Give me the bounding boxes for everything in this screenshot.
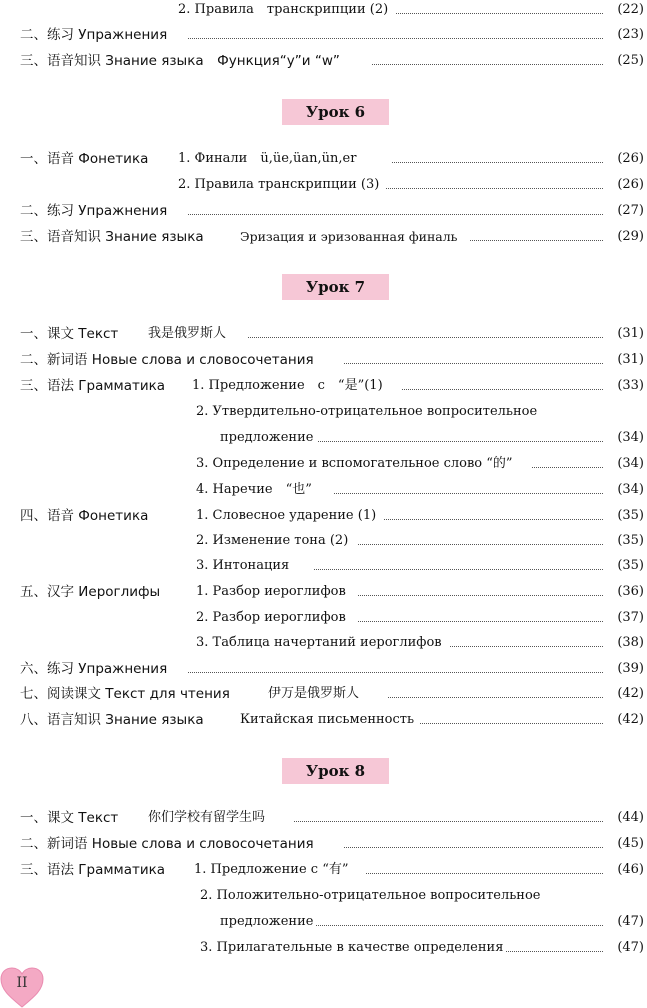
toc-row[interactable]: [0, 428, 647, 450]
page-number: (29): [617, 229, 644, 244]
leader-dots: [450, 646, 603, 647]
toc-subitem: 1. Предложение с “是”(1): [192, 378, 383, 393]
toc-subitem: 3. Таблица начертаний иероглифов: [196, 635, 442, 650]
toc-row[interactable]: [0, 454, 647, 476]
leader-dots: [188, 214, 603, 215]
toc-section: 三、语音知识 Знание языка Функция“y”и “w”: [20, 53, 340, 69]
leader-dots: [420, 723, 603, 724]
page-number: (42): [617, 712, 644, 727]
page-number: (26): [617, 151, 644, 166]
toc-section: 二、练习 Упражнения: [20, 27, 168, 43]
toc-section: 七、阅读课文 Текст для чтения: [20, 686, 230, 702]
toc-subitem: 3. Прилагательные в качестве определения: [200, 940, 504, 955]
leader-dots: [358, 544, 603, 545]
toc-subitem: 3. Интонация: [196, 558, 290, 573]
leader-dots: [188, 38, 603, 39]
page-number: (44): [617, 810, 644, 825]
toc-subitem: 伊万是俄罗斯人: [268, 686, 360, 701]
toc-section: 五、汉字 Иероглифы: [20, 584, 161, 600]
toc-section: 三、语音知识 Знание языка: [20, 229, 204, 245]
leader-dots: [402, 389, 603, 390]
leader-dots: [318, 441, 603, 442]
toc-row[interactable]: [0, 912, 647, 934]
page-number: (47): [617, 914, 644, 929]
toc-row[interactable]: [0, 25, 647, 47]
toc-section: 二、练习 Упражнения: [20, 203, 168, 219]
page-number: (31): [617, 326, 644, 341]
toc-row[interactable]: [0, 556, 647, 578]
leader-dots: [386, 188, 603, 189]
toc-row[interactable]: [0, 834, 647, 856]
leader-dots: [384, 519, 603, 520]
toc-row[interactable]: [0, 860, 647, 882]
page-number: (45): [617, 836, 644, 851]
toc-row[interactable]: [0, 324, 647, 346]
leader-dots: [248, 337, 603, 338]
toc-row[interactable]: [0, 480, 647, 502]
toc-row[interactable]: [0, 608, 647, 630]
page-number: (34): [617, 456, 644, 471]
toc-section: 八、语言知识 Знание языка: [20, 712, 204, 728]
toc-row[interactable]: [0, 582, 647, 604]
page-number: (23): [617, 27, 644, 42]
toc-row[interactable]: [0, 684, 647, 706]
page-number: (25): [617, 53, 644, 68]
leader-dots: [366, 873, 603, 874]
toc-row[interactable]: [0, 938, 647, 960]
toc-row[interactable]: [0, 350, 647, 372]
toc-section: 三、语法 Грамматика: [20, 862, 166, 878]
toc-row[interactable]: [0, 402, 647, 424]
toc-section: 二、新词语 Новые слова и словосочетания: [20, 836, 314, 852]
leader-dots: [372, 64, 603, 65]
toc-row[interactable]: [0, 808, 647, 830]
leader-dots: [188, 672, 603, 673]
toc-subitem: 我是俄罗斯人: [148, 326, 227, 341]
page-number: (36): [617, 584, 644, 599]
toc-row[interactable]: [0, 51, 647, 73]
toc-subitem: 4. Наречие “也”: [196, 482, 312, 497]
page-number: (37): [617, 610, 644, 625]
toc-subitem: предложение: [220, 430, 314, 445]
toc-row[interactable]: [0, 175, 647, 197]
toc-subitem: 1. Словесное ударение (1): [196, 508, 377, 523]
toc-row[interactable]: [0, 886, 647, 908]
toc-row[interactable]: [0, 201, 647, 223]
toc-row[interactable]: [0, 0, 647, 22]
page-number: (34): [617, 430, 644, 445]
toc-subitem: 2. Правила транскрипции (3): [178, 177, 380, 192]
page-label: II: [16, 975, 28, 991]
leader-dots: [294, 821, 603, 822]
toc-section: 二、新词语 Новые слова и словосочетания: [20, 352, 314, 368]
toc-section: 六、练习 Упражнения: [20, 661, 168, 677]
leader-dots: [334, 493, 603, 494]
page-number: (27): [617, 203, 644, 218]
page-number: (31): [617, 352, 644, 367]
toc-subitem: 1. Финали ü,üe,üan,ün,er: [178, 151, 357, 166]
lesson-heading: Урок 6: [282, 99, 389, 125]
toc-row[interactable]: [0, 149, 647, 171]
leader-dots: [316, 925, 603, 926]
toc-section: 一、语音 Фонетика: [20, 151, 149, 167]
leader-dots: [344, 847, 603, 848]
toc-row[interactable]: [0, 710, 647, 732]
toc-subitem: 3. Определение и вспомогательное слово “的”: [196, 456, 513, 471]
page-number: (33): [617, 378, 644, 393]
page-number: (22): [617, 2, 644, 17]
leader-dots: [358, 621, 603, 622]
toc-subitem: 2. Изменение тона (2): [196, 533, 349, 548]
toc-subitem: 2. Утвердительно-отрицательное вопросительное: [196, 404, 538, 419]
toc-row[interactable]: [0, 376, 647, 398]
leader-dots: [470, 240, 603, 241]
page-number: (39): [617, 661, 644, 676]
toc-row[interactable]: [0, 506, 647, 528]
page-number: (26): [617, 177, 644, 192]
toc-subitem: Китайская письменность: [240, 712, 415, 727]
toc-subitem: 1. Предложение с “有”: [194, 862, 349, 877]
leader-dots: [314, 569, 603, 570]
page-number: (46): [617, 862, 644, 877]
toc-row[interactable]: [0, 633, 647, 655]
toc-section: 三、语法 Грамматика: [20, 378, 166, 394]
page-number: (47): [617, 940, 644, 955]
page-number: (35): [617, 533, 644, 548]
toc-row[interactable]: [0, 227, 647, 249]
page-number: (42): [617, 686, 644, 701]
toc-subitem: 2. Разбор иероглифов: [196, 610, 346, 625]
leader-dots: [396, 13, 603, 14]
toc-subitem: 2. Положительно-отрицательное вопросительное: [200, 888, 541, 903]
page-number: (34): [617, 482, 644, 497]
toc-subitem: предложение: [220, 914, 314, 929]
toc-subitem: 1. Разбор иероглифов: [196, 584, 346, 599]
leader-dots: [388, 697, 603, 698]
toc-section: 一、课文 Текст: [20, 326, 119, 342]
leader-dots: [358, 595, 603, 596]
toc-subitem: 你们学校有留学生吗: [148, 810, 266, 825]
lesson-heading: Урок 8: [282, 758, 389, 784]
toc-row[interactable]: [0, 531, 647, 553]
leader-dots: [392, 162, 603, 163]
toc-subitem: 2. Правила транскрипции (2): [178, 2, 389, 17]
page-number: (38): [617, 635, 644, 650]
toc-section: 一、课文 Текст: [20, 810, 119, 826]
leader-dots: [344, 363, 603, 364]
leader-dots: [506, 951, 603, 952]
leader-dots: [532, 467, 603, 468]
page-number: (35): [617, 558, 644, 573]
toc-subitem: Эризация и эризованная финаль: [240, 229, 458, 244]
lesson-heading: Урок 7: [282, 274, 389, 300]
page-number: (35): [617, 508, 644, 523]
toc-row[interactable]: [0, 659, 647, 681]
toc-section: 四、语音 Фонетика: [20, 508, 149, 524]
